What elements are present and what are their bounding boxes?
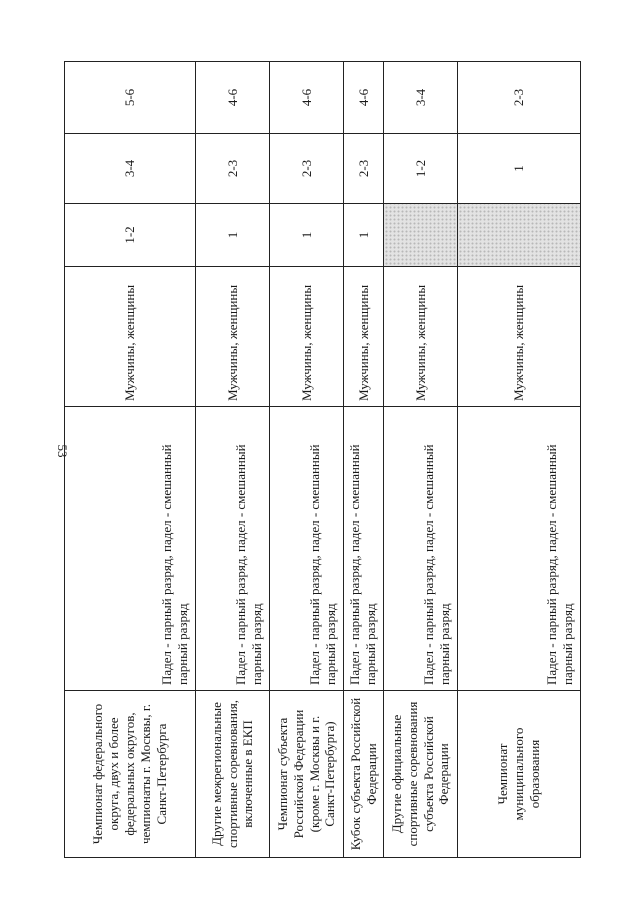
shaded-empty-cell — [458, 204, 581, 267]
discipline-cell: Падел - парный разряд, падел - смешанный парный разряд — [65, 407, 196, 691]
places-cell: 5-6 — [65, 62, 196, 134]
places-cell: 1 — [270, 204, 344, 267]
table-row — [65, 62, 196, 858]
event-name-cell: Другие официальные спортивные соревнования субъекта Российской Федерации — [384, 691, 458, 858]
places-cell: 2-3 — [196, 134, 270, 204]
places-cell: 1 — [344, 204, 384, 267]
ranking-table — [64, 61, 581, 858]
places-cell: 4-6 — [344, 62, 384, 134]
sex-category-cell: Мужчины, женщины — [384, 267, 458, 407]
discipline-cell: Падел - парный разряд, падел - смешанный парный разряд — [458, 407, 581, 691]
discipline-cell: Падел - парный разряд, падел - смешанный парный разряд — [384, 407, 458, 691]
page-number: 53 — [55, 444, 70, 458]
discipline-cell: Падел - парный разряд, падел - смешанный парный разряд — [270, 407, 344, 691]
places-cell: 2-3 — [458, 62, 581, 134]
places-cell: 2-3 — [270, 134, 344, 204]
sex-category-cell: Мужчины, женщины — [270, 267, 344, 407]
event-name-cell: Другие межрегиональные спортивные соревнования, включенные в ЕКП — [196, 691, 270, 858]
event-name-cell: Чемпионат муниципального образования — [458, 691, 581, 858]
table-row — [196, 62, 270, 858]
places-cell: 3-4 — [384, 62, 458, 134]
places-cell: 1 — [196, 204, 270, 267]
places-cell: 1 — [458, 134, 581, 204]
sex-category-cell: Мужчины, женщины — [344, 267, 384, 407]
discipline-cell: Падел - парный разряд, падел - смешанный парный разряд — [196, 407, 270, 691]
table-row — [270, 62, 344, 858]
event-name-cell: Чемпионат субъекта Российской Федерации (кроме г. Москвы и г. Санкт-Петербурга) — [270, 691, 344, 858]
table-row — [458, 62, 581, 858]
table-row — [384, 62, 458, 858]
places-cell: 4-6 — [270, 62, 344, 134]
event-name-cell: Чемпионат федерального округа, двух и более федеральных округов, чемпионаты г. Москвы, г. Санкт-Петербурга — [65, 691, 196, 858]
places-cell: 1-2 — [65, 204, 196, 267]
sex-category-cell: Мужчины, женщины — [65, 267, 196, 407]
places-cell: 1-2 — [384, 134, 458, 204]
shaded-empty-cell — [384, 204, 458, 267]
discipline-cell: Падел - парный разряд, падел - смешанный парный разряд — [344, 407, 384, 691]
event-name-cell: Кубок субъекта Российской Федерации — [344, 691, 384, 858]
places-cell: 3-4 — [65, 134, 196, 204]
sex-category-cell: Мужчины, женщины — [458, 267, 581, 407]
ranking-table-area — [64, 62, 580, 858]
places-cell: 2-3 — [344, 134, 384, 204]
sex-category-cell: Мужчины, женщины — [196, 267, 270, 407]
places-cell: 4-6 — [196, 62, 270, 134]
table-row — [344, 62, 384, 858]
